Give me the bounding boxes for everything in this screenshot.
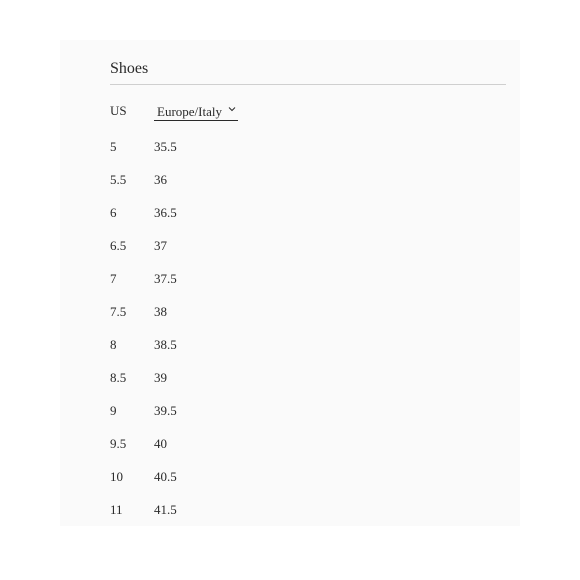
- section-title: Shoes: [110, 60, 149, 77]
- cell-us-size: 9: [110, 403, 117, 418]
- cell-eu-size: 39: [154, 370, 167, 385]
- chevron-down-icon: [228, 106, 236, 112]
- cell-eu-size: 37: [154, 238, 167, 253]
- cell-us-size: 9.5: [110, 436, 127, 451]
- cell-eu-size: 36.5: [154, 205, 177, 220]
- cell-eu-size: 40.5: [154, 469, 177, 484]
- cell-eu-size: 36: [154, 172, 167, 187]
- cell-eu-size: 40: [154, 436, 167, 451]
- cell-us-size: 10: [110, 469, 123, 484]
- cell-us-size: 6.5: [110, 238, 127, 253]
- cell-us-size: 11: [110, 502, 123, 517]
- section-divider: [110, 84, 506, 85]
- size-system-select-label: Europe/Italy: [157, 104, 222, 119]
- column-header-us: US: [110, 103, 127, 118]
- cell-us-size: 8.5: [110, 370, 127, 385]
- cell-us-size: 7: [110, 271, 117, 286]
- cell-us-size: 8: [110, 337, 117, 352]
- cell-eu-size: 35.5: [154, 139, 177, 154]
- cell-us-size: 5.5: [110, 172, 127, 187]
- cell-us-size: 5: [110, 139, 117, 154]
- size-system-select[interactable]: [154, 104, 238, 121]
- cell-eu-size: 41.5: [154, 502, 177, 517]
- cell-eu-size: 38.5: [154, 337, 177, 352]
- cell-us-size: 7.5: [110, 304, 127, 319]
- size-guide-panel: [60, 40, 520, 526]
- cell-eu-size: 39.5: [154, 403, 177, 418]
- cell-us-size: 6: [110, 205, 117, 220]
- cell-eu-size: 37.5: [154, 271, 177, 286]
- cell-eu-size: 38: [154, 304, 167, 319]
